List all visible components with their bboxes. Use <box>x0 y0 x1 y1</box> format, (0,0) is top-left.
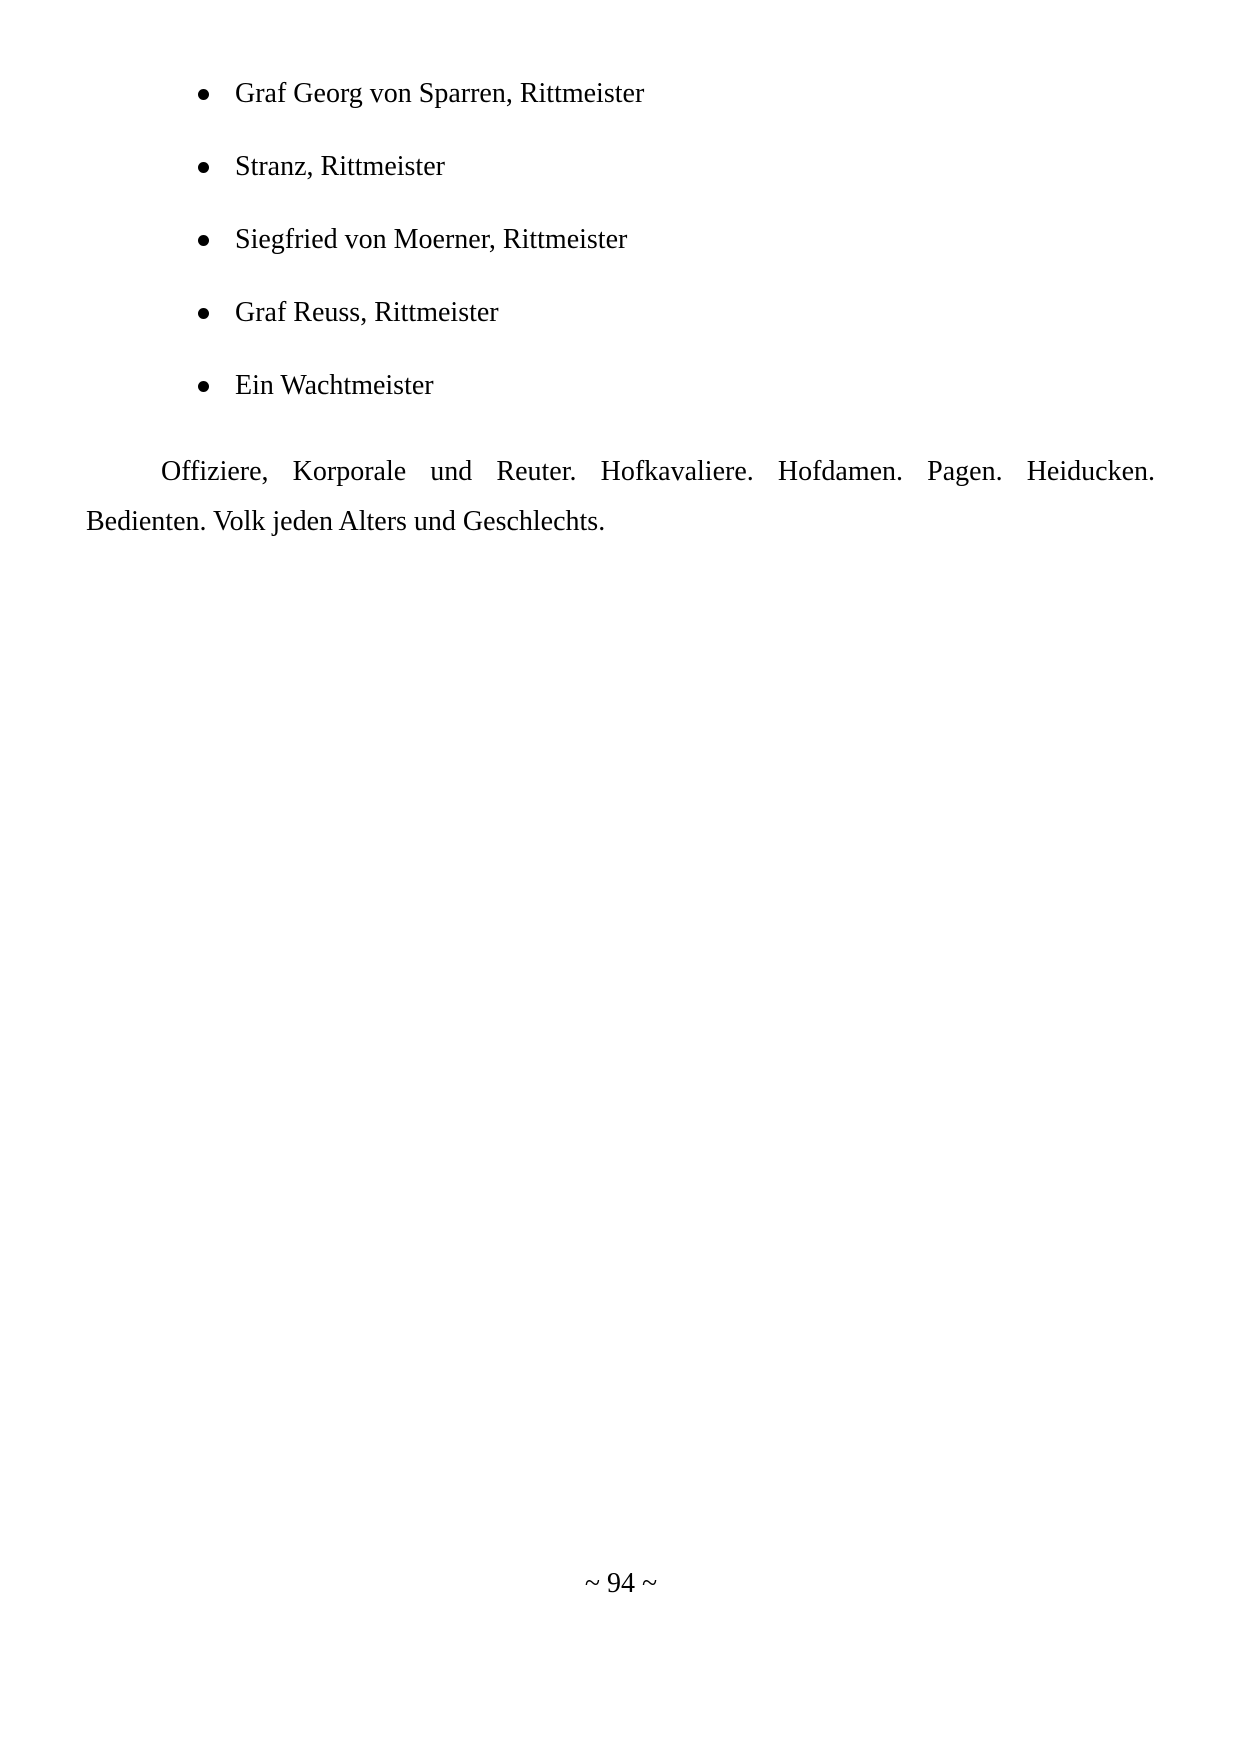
bullet-icon <box>198 308 209 319</box>
cast-list <box>195 80 644 445</box>
cast-list-item-text: Graf Reuss, Rittmeister <box>235 297 499 328</box>
bullet-icon <box>198 89 209 100</box>
cast-list-item <box>195 299 644 372</box>
cast-list-item-text: Stranz, Rittmeister <box>235 151 445 182</box>
cast-list-item <box>195 372 644 445</box>
cast-list-item <box>195 80 644 153</box>
cast-list-item-text: Ein Wachtmeister <box>235 370 434 401</box>
body-paragraph: Offiziere, Korporale und Reuter. Hofkavaliere. Hofdamen. Pagen. Heiducken. Bedienten. Volk jeden Alters und Geschlechts. <box>86 456 1155 537</box>
cast-list-item <box>195 226 644 299</box>
cast-list-item <box>195 153 644 226</box>
cast-list-item-text: Graf Georg von Sparren, Rittmeister <box>235 78 645 109</box>
bullet-icon <box>198 162 209 173</box>
page-number: ~ 94 ~ <box>584 1568 658 1599</box>
cast-list-item-text: Siegfried von Moerner, Rittmeister <box>235 224 628 255</box>
bullet-icon <box>198 381 209 392</box>
bullet-icon <box>198 235 209 246</box>
